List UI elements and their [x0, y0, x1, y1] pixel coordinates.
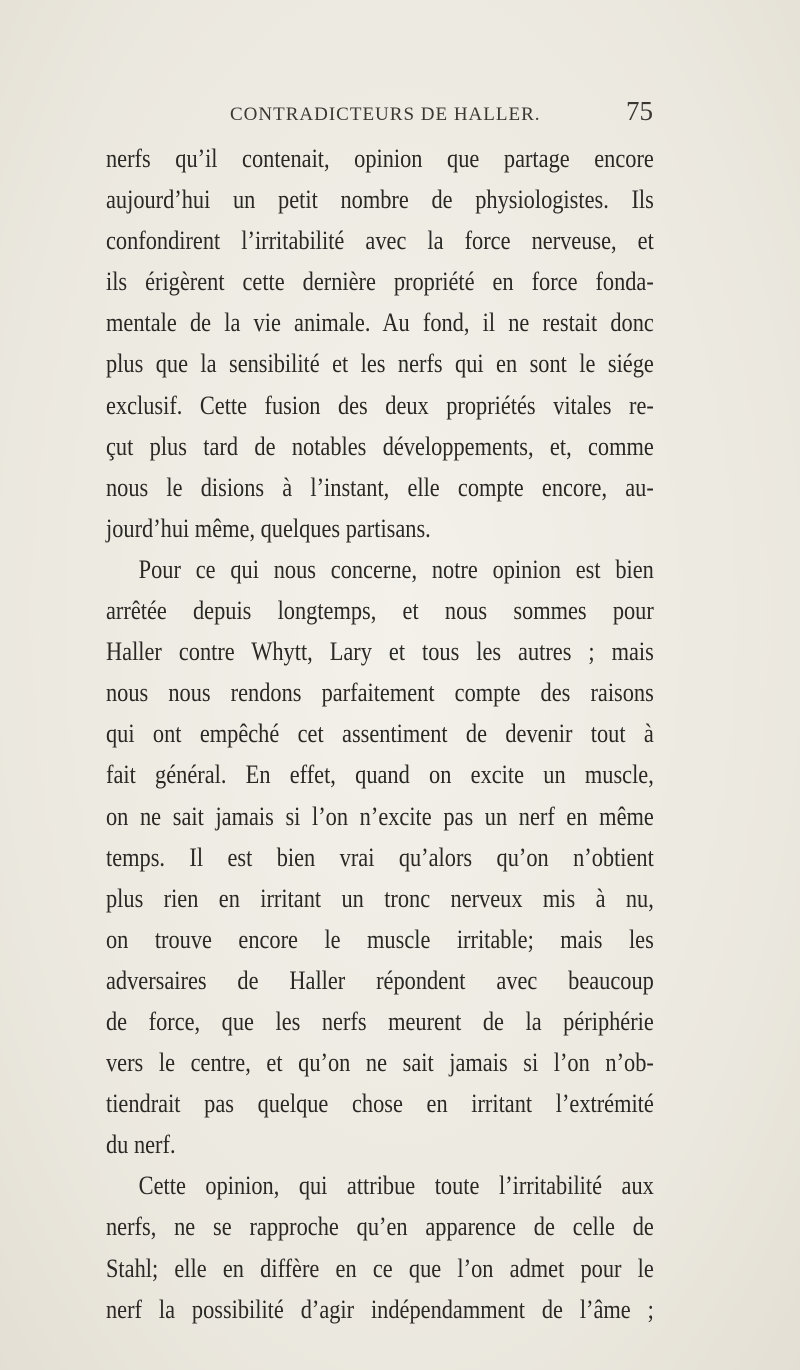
text-line: on ne sait jamais si l’on n’excite pas un nerf en même — [106, 801, 654, 831]
paragraph-first-line: Cette opinion, qui attribue toute l’irritabilité aux — [138, 1171, 654, 1201]
text-line: nerfs, ne se rapproche qu’en apparence de celle de — [106, 1212, 654, 1242]
text-line: nous le disions à l’instant, elle compte encore, au- — [106, 472, 654, 502]
paragraph-last-line: du nerf. — [106, 1130, 176, 1160]
paragraph-first-line: Pour ce qui nous concerne, notre opinion est bien — [138, 554, 654, 584]
text-line: adversaires de Haller répondent avec beaucoup — [106, 965, 654, 995]
text-line: çut plus tard de notables développements, et, comme — [106, 431, 654, 461]
paragraph-last-line: jourd’hui même, quelques partisans. — [106, 513, 431, 543]
text-line: tiendrait pas quelque chose en irritant l’extrémité — [106, 1089, 654, 1119]
text-line: confondirent l’irritabilité avec la force nerveuse, et — [106, 226, 654, 256]
text-line: plus que la sensibilité et les nerfs qui en sont le siége — [106, 349, 654, 379]
text-line: ils érigèrent cette dernière propriété en force fonda- — [106, 267, 654, 297]
text-line: nous nous rendons parfaitement compte des raisons — [106, 678, 654, 708]
text-line: de force, que les nerfs meurent de la périphérie — [106, 1006, 654, 1036]
text-line: on trouve encore le muscle irritable; mais les — [106, 924, 654, 954]
text-line: mentale de la vie animale. Au fond, il ne restait donc — [106, 308, 654, 338]
text-line: plus rien en irritant un tronc nerveux mis à nu, — [106, 883, 654, 913]
text-line: aujourd’hui un petit nombre de physiologistes. Ils — [106, 185, 654, 215]
text-line: fait général. En effet, quand on excite un muscle, — [106, 760, 654, 790]
text-line: nerfs qu’il contenait, opinion que partage encore — [106, 144, 654, 173]
running-head: CONTRADICTEURS DE HALLER. — [230, 104, 541, 125]
text-line: exclusif. Cette fusion des deux propriétés vitales re- — [106, 390, 654, 420]
text-line: vers le centre, et qu’on ne sait jamais si l’on n’ob- — [106, 1048, 654, 1078]
body-text — [106, 138, 654, 1330]
text-line: nerf la possibilité d’agir indépendamment de l’âme ; — [106, 1294, 654, 1324]
text-line: arrêtée depuis longtemps, et nous sommes pour — [106, 596, 654, 626]
text-line: Haller contre Whytt, Lary et tous les autres ; mais — [106, 637, 654, 667]
text-line: Stahl; elle en diffère en ce que l’on admet pour le — [106, 1253, 654, 1283]
text-line: temps. Il est bien vrai qu’alors qu’on n’obtient — [106, 842, 654, 872]
text-line: qui ont empêché cet assentiment de devenir tout à — [106, 719, 654, 749]
page-number: 75 — [626, 96, 653, 126]
